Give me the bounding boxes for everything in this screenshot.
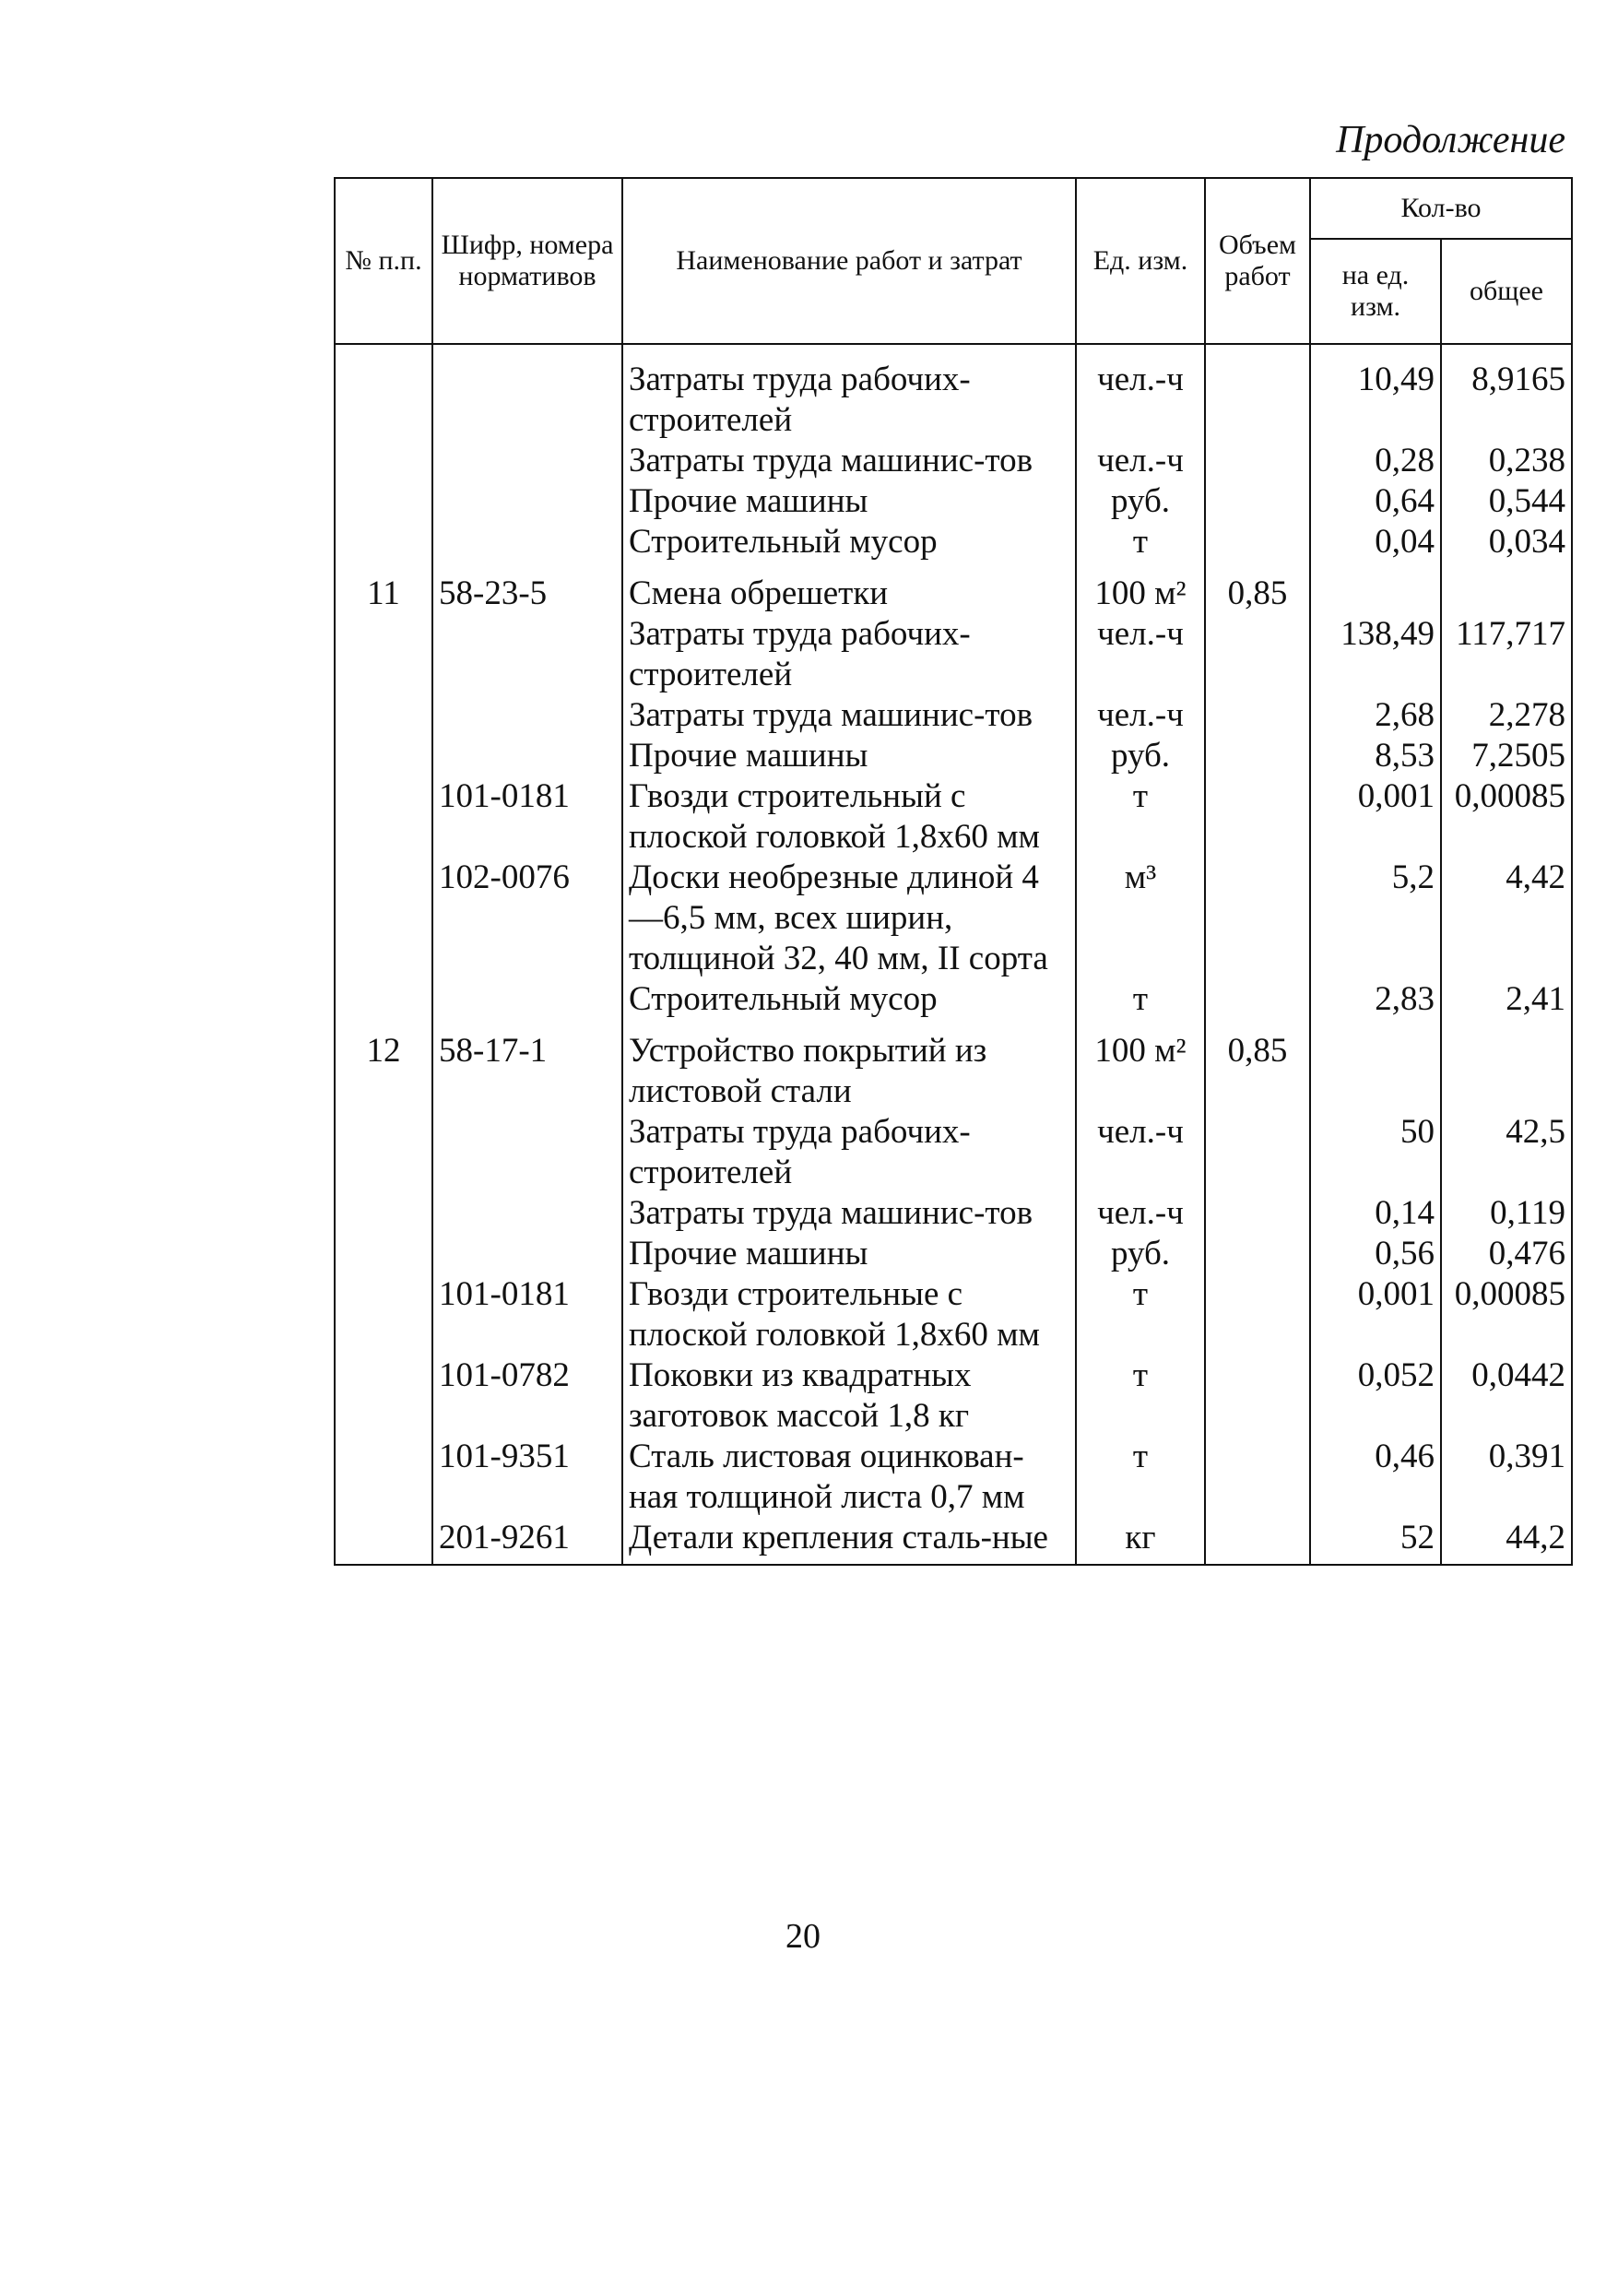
row-total: 0,034 [1441,522,1572,562]
table-row [335,441,1572,481]
table-row [335,1112,1572,1193]
row-unit: т [1076,1355,1205,1437]
row-unit: т [1076,979,1205,1020]
row-num [335,1234,432,1274]
row-total [1441,562,1572,614]
row-num [335,344,432,441]
row-total: 2,278 [1441,695,1572,736]
row-num [335,522,432,562]
row-total: 7,2505 [1441,736,1572,776]
row-volume: 0,85 [1205,562,1310,614]
header-code: Шифр, номера нормативов [432,178,622,344]
row-name: Затраты труда рабочих-строителей [622,344,1076,441]
row-volume [1205,481,1310,522]
row-volume [1205,1355,1310,1437]
row-unit: чел.-ч [1076,614,1205,695]
row-unit: руб. [1076,736,1205,776]
row-per-unit: 10,49 [1310,344,1441,441]
header-name: Наименование работ и затрат [622,178,1076,344]
table-row [335,736,1572,776]
row-name: Гвозди строительные с плоской головкой 1,8х60 мм [622,1274,1076,1355]
row-num [335,979,432,1020]
row-name: Сталь листовая оцинкован-ная толщиной листа 0,7 мм [622,1437,1076,1518]
row-total [1441,1020,1572,1112]
row-unit: руб. [1076,481,1205,522]
row-unit: 100 м² [1076,562,1205,614]
row-unit: чел.-ч [1076,1193,1205,1234]
row-code [432,1112,622,1193]
row-total: 0,00085 [1441,1274,1572,1355]
row-code [432,614,622,695]
row-name: Затраты труда рабочих-строителей [622,614,1076,695]
row-name: Строительный мусор [622,979,1076,1020]
row-code: 101-0181 [432,1274,622,1355]
table-row [335,614,1572,695]
row-volume [1205,344,1310,441]
row-volume [1205,979,1310,1020]
row-name: Затраты труда машинис-тов [622,441,1076,481]
row-per-unit [1310,1020,1441,1112]
row-volume [1205,1234,1310,1274]
row-name: Прочие машины [622,736,1076,776]
row-total: 0,0442 [1441,1355,1572,1437]
row-code: 101-0782 [432,1355,622,1437]
table-body [335,344,1572,1565]
table-row [335,979,1572,1020]
row-num [335,1274,432,1355]
row-num [335,736,432,776]
row-code: 58-23-5 [432,562,622,614]
row-code [432,695,622,736]
table-row [335,695,1572,736]
row-total: 8,9165 [1441,344,1572,441]
row-num [335,1193,432,1234]
row-total: 0,00085 [1441,776,1572,858]
row-code [432,979,622,1020]
row-code [432,441,622,481]
row-total: 0,119 [1441,1193,1572,1234]
table-row [335,1193,1572,1234]
row-code [432,522,622,562]
row-unit: кг [1076,1518,1205,1565]
row-total: 44,2 [1441,1518,1572,1565]
row-per-unit: 138,49 [1310,614,1441,695]
row-num [335,776,432,858]
table-row [335,522,1572,562]
header-qty: Кол-во [1310,178,1572,239]
row-unit: чел.-ч [1076,695,1205,736]
row-per-unit [1310,562,1441,614]
row-volume [1205,858,1310,979]
row-volume [1205,614,1310,695]
table-header [335,178,1572,344]
row-per-unit: 0,64 [1310,481,1441,522]
row-code: 201-9261 [432,1518,622,1565]
row-code [432,1193,622,1234]
row-name: Прочие машины [622,1234,1076,1274]
header-unit: Ед. изм. [1076,178,1205,344]
header-per-unit: на ед. изм. [1310,239,1441,344]
row-volume [1205,1437,1310,1518]
row-code [432,1234,622,1274]
table-row [335,776,1572,858]
row-unit: чел.-ч [1076,1112,1205,1193]
row-num [335,614,432,695]
row-unit: т [1076,776,1205,858]
row-total: 42,5 [1441,1112,1572,1193]
row-name: Строительный мусор [622,522,1076,562]
row-name: Гвозди строительный с плоской головкой 1,8х60 мм [622,776,1076,858]
row-unit: чел.-ч [1076,441,1205,481]
row-per-unit: 0,04 [1310,522,1441,562]
row-code: 102-0076 [432,858,622,979]
row-volume [1205,1518,1310,1565]
row-num [335,1112,432,1193]
table-row [335,1355,1572,1437]
row-num [335,1355,432,1437]
row-total: 0,238 [1441,441,1572,481]
row-num [335,858,432,979]
estimate-table [334,177,1573,1566]
row-total: 2,41 [1441,979,1572,1020]
row-name: Поковки из квадратных заготовок массой 1,8 кг [622,1355,1076,1437]
row-name: Прочие машины [622,481,1076,522]
row-unit: чел.-ч [1076,344,1205,441]
header-total: общее [1441,239,1572,344]
header-volume: Объем работ [1205,178,1310,344]
row-name: Затраты труда машинис-тов [622,695,1076,736]
row-name: Устройство покрытий из листовой стали [622,1020,1076,1112]
row-volume [1205,1274,1310,1355]
row-per-unit: 50 [1310,1112,1441,1193]
row-num [335,441,432,481]
row-name: Смена обрешетки [622,562,1076,614]
row-volume: 0,85 [1205,1020,1310,1112]
row-code: 101-9351 [432,1437,622,1518]
row-volume [1205,736,1310,776]
continuation-label: Продолжение [1336,119,1565,161]
row-name: Детали крепления сталь-ные [622,1518,1076,1565]
row-total: 0,544 [1441,481,1572,522]
row-total: 0,391 [1441,1437,1572,1518]
table-row [335,1274,1572,1355]
table-row [335,344,1572,441]
row-num [335,1518,432,1565]
row-volume [1205,522,1310,562]
table-row [335,1020,1572,1112]
row-total: 0,476 [1441,1234,1572,1274]
row-code [432,344,622,441]
page-number: 20 [785,1917,821,1956]
row-per-unit: 0,052 [1310,1355,1441,1437]
row-name: Доски необрезные длиной 4—6,5 мм, всех ширин, толщиной 32, 40 мм, II сорта [622,858,1076,979]
table-row [335,562,1572,614]
row-volume [1205,1193,1310,1234]
row-per-unit: 0,14 [1310,1193,1441,1234]
row-num: 11 [335,562,432,614]
row-per-unit: 0,001 [1310,776,1441,858]
row-unit: т [1076,1437,1205,1518]
row-code [432,736,622,776]
table-row [335,481,1572,522]
row-code [432,481,622,522]
row-per-unit: 5,2 [1310,858,1441,979]
table-row [335,1437,1572,1518]
row-volume [1205,695,1310,736]
row-num [335,481,432,522]
row-unit: т [1076,522,1205,562]
row-name: Затраты труда рабочих-строителей [622,1112,1076,1193]
row-unit: м³ [1076,858,1205,979]
row-per-unit: 0,28 [1310,441,1441,481]
row-unit: руб. [1076,1234,1205,1274]
row-num: 12 [335,1020,432,1112]
row-total: 117,717 [1441,614,1572,695]
row-per-unit: 0,56 [1310,1234,1441,1274]
row-code: 58-17-1 [432,1020,622,1112]
row-per-unit: 2,83 [1310,979,1441,1020]
row-per-unit: 52 [1310,1518,1441,1565]
row-volume [1205,1112,1310,1193]
row-unit: т [1076,1274,1205,1355]
row-code: 101-0181 [432,776,622,858]
table-row [335,858,1572,979]
row-name: Затраты труда машинис-тов [622,1193,1076,1234]
header-num: № п.п. [335,178,432,344]
row-per-unit: 2,68 [1310,695,1441,736]
row-volume [1205,441,1310,481]
row-num [335,1437,432,1518]
row-num [335,695,432,736]
row-per-unit: 8,53 [1310,736,1441,776]
row-per-unit: 0,46 [1310,1437,1441,1518]
row-unit: 100 м² [1076,1020,1205,1112]
table-row [335,1518,1572,1565]
row-total: 4,42 [1441,858,1572,979]
row-volume [1205,776,1310,858]
row-per-unit: 0,001 [1310,1274,1441,1355]
table-row [335,1234,1572,1274]
